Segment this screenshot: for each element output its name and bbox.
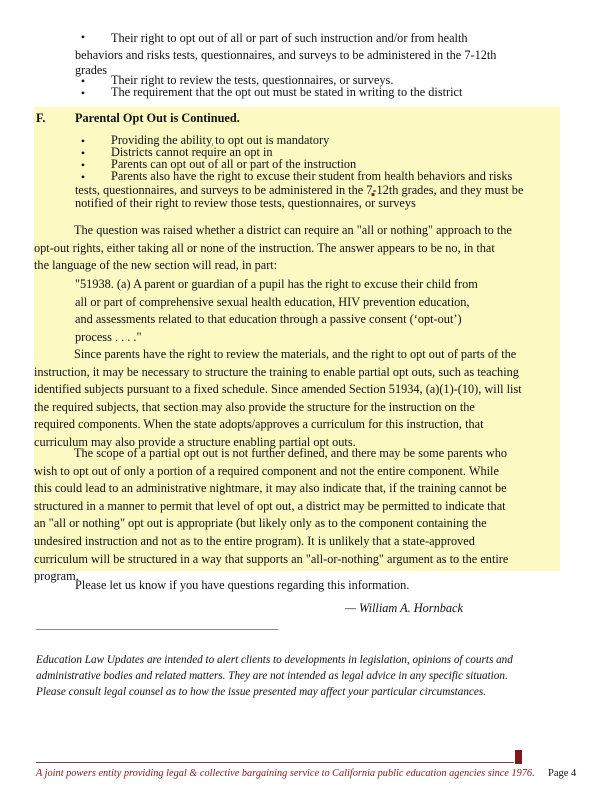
text-line: Since parents have the right to review the materials, and the right to opt out of parts of the — [74, 347, 517, 361]
closing-text: Please let us know if you have questions regarding this information. — [75, 578, 410, 592]
paragraph-3 — [34, 445, 560, 586]
disclaimer — [36, 652, 576, 700]
top-item-1 — [111, 30, 468, 48]
bullet-dot: • — [80, 30, 86, 44]
text-line: The scope of a partial opt out is not further defined, and there may be some parents who — [74, 446, 507, 460]
top-item-1-line2: behaviors and risks tests, questionnaires, and surveys to be administered in the 7-12th — [75, 48, 497, 62]
paragraph-2 — [34, 346, 560, 452]
section-f-bullet-4 — [111, 170, 512, 183]
text-line: program. — [34, 569, 79, 584]
divider — [36, 629, 278, 630]
text-line: an "all or nothing" opt out is appropriate (but likely only as to the component containing the — [34, 516, 487, 531]
text-line: The question was raised whether a district can require an "all or nothing" approach to the — [74, 223, 512, 237]
top-item-1-line3: grades — [75, 63, 108, 77]
text-line: undesired instruction and not as to the entire program). It is unlikely that a state-approved — [34, 533, 475, 548]
bullet-2-text: Districts cannot require an opt in — [111, 145, 273, 159]
section-f-title: Parental Opt Out is Continued. — [75, 111, 240, 125]
bullet-dot: • — [80, 134, 86, 148]
text-line: identified subjects pursuant to a fixed schedule. Since amended Section 51934, (a)(1)-(10), will list — [34, 382, 522, 397]
disclaimer-line: administrative bodies and related matters. They are not intended as legal advice in any specific situation. — [36, 670, 508, 682]
bullet-dot: • — [80, 74, 86, 88]
text-line: the required subjects, that section may also provide the structure for the instruction on the — [34, 399, 475, 414]
bullet-3-text: Parents can opt out of all or part of the instruction — [111, 157, 357, 171]
page-number: Page 4 — [548, 768, 577, 779]
text-line: curriculum will be structured in a way that supports an "all-or-nothing" argument as to the entire — [34, 551, 509, 566]
top-item-3 — [111, 86, 462, 99]
quote-line: process . . . ." — [75, 329, 142, 344]
paragraph-1 — [34, 222, 560, 275]
section-f-bullet-4-cont2 — [75, 197, 416, 210]
section-f-letter: F. — [36, 111, 46, 125]
bullet-4-line3: notified of their right to review those tests, questionnaires, or surveys — [75, 196, 416, 210]
bullet-dot: • — [80, 170, 86, 184]
footer-tagline: A joint powers entity providing legal & collective bargaining service to California public education agencies since 1976. — [36, 768, 535, 779]
quote-line: and assessments related to that education through a passive consent (‘opt-out’) — [75, 312, 462, 327]
bullet-dot: • — [80, 158, 86, 172]
bullet-4-text: Parents also have the right to excuse their student from health behaviors and risks — [111, 169, 513, 183]
footer-rule — [36, 762, 514, 763]
text-line: required components. When the state adopts/approves a curriculum for this instruction, that — [34, 417, 484, 432]
text-line: instruction, it may be necessary to structure the training to enable partial opt outs, such as teaching — [34, 364, 519, 379]
top-item-2-text: Their right to review the tests, questionnaires, or surveys. — [111, 73, 394, 87]
bullet-1-text: Providing the ability to opt out is mandatory — [111, 133, 330, 147]
top-item-1-cont — [75, 47, 496, 65]
text-line: opt-out rights, either taking all or none of the instruction. The answer appears to be no, in that — [34, 240, 495, 255]
statute-quote — [75, 276, 555, 346]
text-line: the language of the new section will read, in part: — [34, 258, 278, 273]
bullet-dot: • — [80, 146, 86, 160]
text-line: wish to opt out of only a portion of a required component and not the entire component. While — [34, 463, 499, 478]
bullet-4-line2: tests, questionnaires, and surveys to be administered in the 7-12th grades, and they must be — [75, 183, 524, 197]
text-line: curriculum may also provide a structure enabling partial opt outs. — [34, 434, 356, 449]
top-item-1-line1: Their right to opt out of all or part of such instruction and/or from health — [111, 31, 468, 45]
disclaimer-line: Education Law Updates are intended to alert clients to developments in legislation, opinions of courts and — [36, 654, 513, 666]
signature: — William A. Hornback — [345, 601, 463, 615]
text-line: structured in a manner to permit that level of opt out, a district may be permitted to indicate that — [34, 498, 506, 513]
quote-line: "51938. (a) A parent or guardian of a pupil has the right to excuse their child from — [75, 277, 478, 291]
top-item-3-text: The requirement that the opt out must be stated in writing to the district — [111, 85, 463, 99]
bullet-dot: • — [80, 86, 86, 100]
text-line: this could lead to an administrative nightmare, it may also indicate that, if the training cannot be — [34, 481, 507, 496]
footer-accent-block — [515, 750, 522, 764]
quote-line: all or part of comprehensive sexual health education, HIV prevention education, — [75, 294, 470, 309]
disclaimer-line: Please consult legal counsel as to how the issue presented may affect your particular circumstances. — [36, 686, 487, 698]
